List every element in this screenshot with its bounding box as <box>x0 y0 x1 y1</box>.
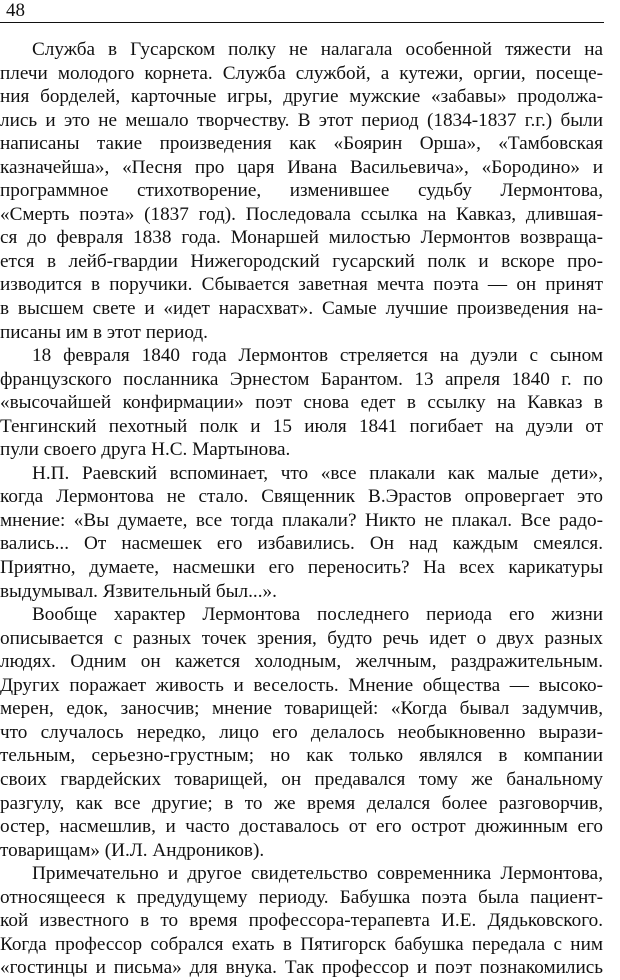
text-line: Вообще характер Лермонтова последнего периода его жизни <box>32 604 603 626</box>
paragraph <box>0 344 603 462</box>
text-line: разгулу, как все другие; в то же время делался более разговорчив, <box>0 792 603 814</box>
text-line: своих гвардейских товарищей, он предавался тому же банальному <box>0 768 603 790</box>
text-line: писаны им в этот период. <box>0 321 208 343</box>
text-line: «Смерть поэта» (1837 год). Последовала ссылка на Кавказ, длившая- <box>0 203 603 225</box>
text-line: написаны такие произведения как «Боярин Орша», «Тамбовская <box>0 133 603 155</box>
text-line: Н.П. Раевский вспоминает, что «все плакали как малые дети», <box>32 462 603 484</box>
text-line: Приятно, думаете, насмешки его переносить? На всех карикатуры <box>0 557 603 579</box>
text-line: что случалось нередко, лицо его делалось необыкновенно вырази- <box>0 721 603 743</box>
text-line: французского посланника Эрнестом Барантом. 13 апреля 1840 г. по <box>0 368 603 390</box>
paragraph <box>0 862 603 980</box>
text-line: когда Лермонтова не стало. Священник В.Эрастов опровергает это <box>0 486 603 508</box>
text-line: «гостинцы и письма» для внука. Так профессор и поэт познакомились <box>0 957 603 979</box>
text-line: Когда профессор собрался ехать в Пятигорск бабушка передала с ним <box>0 933 603 955</box>
text-line: тельным, серьезно-грустным; но как только являлся в компании <box>0 745 603 767</box>
page-number: 48 <box>6 0 25 21</box>
text-line: программное стихотворение, изменившее судьбу Лермонтова, <box>0 180 603 202</box>
text-line: людях. Одним он кажется холодным, желчным, раздражительным. <box>0 651 603 673</box>
text-line: казначейша», «Песня про царя Ивана Васильевича», «Бородино» и <box>0 156 603 178</box>
text-line: вались... От насмешек его избавились. Он над каждым смеялся. <box>0 533 603 555</box>
text-line: ется в лейб-гвардии Нижегородский гусарский полк и вскоре про- <box>0 250 603 272</box>
text-line: изводится в поручики. Сбывается заветная мечта поэта — он принят <box>0 274 603 296</box>
paragraph <box>0 462 603 603</box>
text-line: Других поражает живость и веселость. Мнение общества — высоко- <box>0 674 603 696</box>
text-line: кой известного в то время профессора-терапевта И.Е. Дядьковского. <box>0 910 603 932</box>
text-line: мнение: «Вы думаете, все тогда плакали? Никто не плакал. Все радо- <box>0 509 603 531</box>
text-line: выдумывал. Язвительный был...». <box>0 580 277 602</box>
text-line: пули своего друга Н.С. Мартынова. <box>0 439 291 461</box>
text-line: ся до февраля 1838 года. Монаршей милостью Лермонтов возвраща- <box>0 227 603 249</box>
text-line: «высочайшей конфирмации» поэт снова едет в ссылку на Кавказ в <box>0 392 603 414</box>
text-line: Тенгинский пехотный полк и 15 июля 1841 погибает на дуэли от <box>0 415 603 437</box>
text-line: Служба в Гусарском полку не налагала особенной тяжести на <box>32 39 603 60</box>
header-rule <box>0 22 604 23</box>
text-line: мерен, едок, заносчив; мнение товарищей: «Когда бывал задумчив, <box>0 698 603 720</box>
text-line: 18 февраля 1840 года Лермонтов стреляется на дуэли с сыном <box>32 345 603 367</box>
text-line: в высшем свете и «идет нарасхват». Самые лучшие произведения на- <box>0 298 603 320</box>
text-line: остер, насмешлив, и часто доставалось от его острот дюжинным его <box>0 816 603 838</box>
paragraph <box>0 603 603 862</box>
text-line: Примечательно и другое свидетельство современника Лермонтова, <box>32 863 603 885</box>
text-line: лись и это не мешало творчеству. В этот период (1834-1837 г.г.) были <box>0 109 603 131</box>
text-line: описывается с разных точек зрения, будто речь идет о двух разных <box>0 627 603 649</box>
paragraph <box>0 38 603 344</box>
text-line: относящееся к предудущему периоду. Бабушка поэта была пациент- <box>0 886 603 908</box>
text-line: товарищам» (И.Л. Андроников). <box>0 839 265 861</box>
text-line: плечи молодого корнета. Служба службой, а кутежи, оргии, посеще- <box>0 62 603 84</box>
text-line: ния борделей, карточные игры, другие мужские «забавы» продолжа- <box>0 86 603 108</box>
text-body <box>0 38 603 980</box>
